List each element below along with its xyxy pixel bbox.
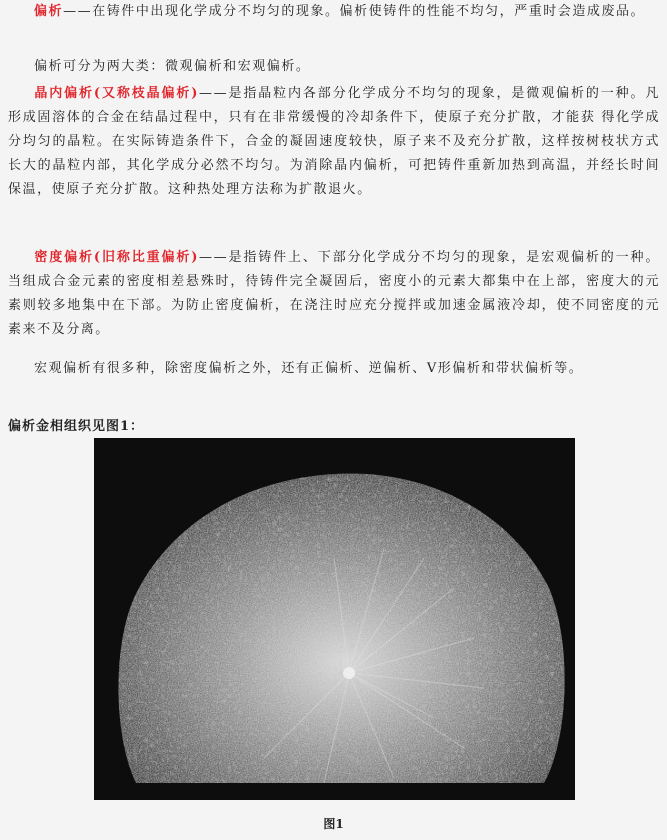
- metallograph-image: [94, 438, 575, 800]
- paragraph-text: 偏析可分为两大类：微观偏析和宏观偏析。: [34, 59, 311, 74]
- figure-caption: 图1: [323, 817, 344, 831]
- paragraph-text: ——在铸件中出现化学成分不均匀的现象。偏析使铸件的性能不均匀，严重时会造成废品。: [63, 4, 646, 19]
- metallograph-svg: [94, 438, 575, 800]
- paragraph-text: ——是指铸件上、下部分化学成分不均匀的现象，是宏观偏析的一种。当组成合金元素的密度相差悬殊时，待铸件完全凝固后，密度小的元素大都集中在上部，密度大的元素则较多地集中在下部。为防止密度偏析，在浇注时应充分搅拌或加速金属液冷却，使不同密度的元素来不及分离。: [8, 250, 660, 337]
- term-dendritic-segregation: 晶内偏析(又称枝晶偏析): [34, 86, 200, 101]
- paragraph-density-segregation: [8, 246, 660, 342]
- term-density-segregation: 密度偏析(旧称比重偏析): [34, 250, 200, 265]
- paragraph-dendritic-segregation: [8, 82, 660, 202]
- paragraph-segregation: [8, 0, 660, 24]
- term-segregation: 偏析: [34, 4, 64, 19]
- paragraph-text: 宏观偏析有很多种，除密度偏析之外，还有正偏析、逆偏析、V形偏析和带状偏析等。: [34, 361, 584, 376]
- section-heading: 偏析金相组织见图1：: [8, 419, 145, 434]
- paragraph-text: ——是指晶粒内各部分化学成分不均匀的现象，是微观偏析的一种。凡形成固溶体的合金在结晶过程中，只有在非常缓慢的冷却条件下，使原子充分扩散，才能获 得化学成分均匀的晶粒。在实际铸造条件下，合金的凝固速度较快，原子来不及充分扩散，这样按树枝状方式长大的晶粒内部，其化学成分必然不均匀。为消除晶内偏析，可把铸件重新加热到高温，并经长时间保温，使原子充分扩散。这种热处理方法称为扩散退火。: [8, 86, 660, 197]
- paragraph-classification: [8, 55, 660, 79]
- paragraph-macro-types: [8, 357, 660, 381]
